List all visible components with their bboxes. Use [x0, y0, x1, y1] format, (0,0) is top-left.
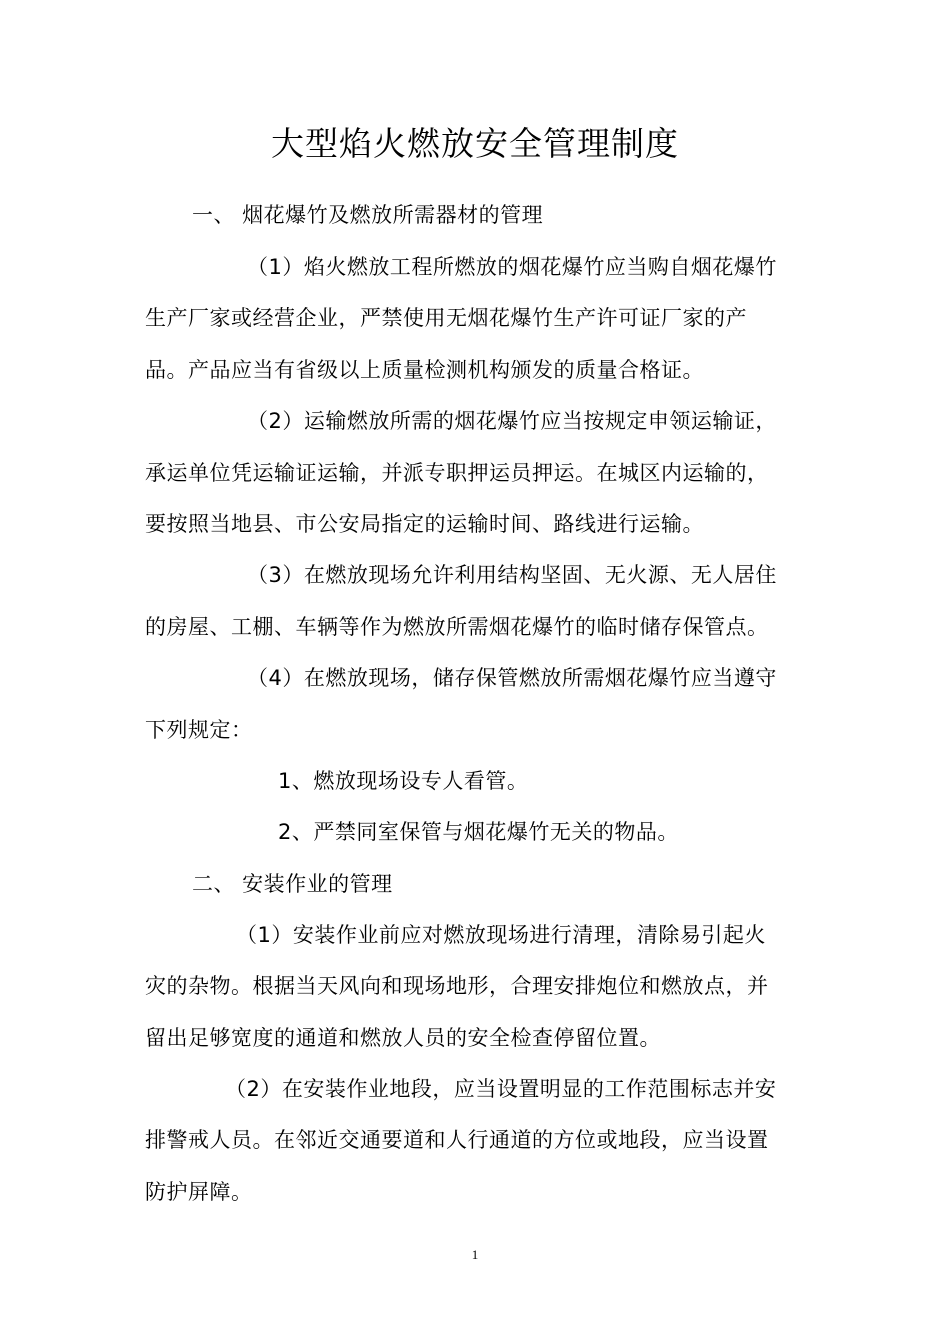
list-item: 1、燃放现场设专人看管。: [278, 769, 529, 793]
section-heading-1: 一、 烟花爆竹及燃放所需器材的管理: [192, 203, 544, 227]
paragraph-line: 要按照当地县、市公安局指定的运输时间、路线进行运输。: [145, 512, 704, 536]
paragraph-line: 灾的杂物。根据当天风向和现场地形，合理安排炮位和燃放点，并: [145, 974, 769, 998]
paragraph-line: 留出足够宽度的通道和燃放人员的安全检查停留位置。: [145, 1026, 661, 1050]
paragraph-line: （3）在燃放现场允许利用结构坚固、无火源、无人居住: [247, 563, 777, 587]
paragraph-line: 品。产品应当有省级以上质量检测机构颁发的质量合格证。: [145, 358, 704, 382]
paragraph-line: 防护屏障。: [145, 1180, 253, 1204]
paragraph-line: 生产厂家或经营企业，严禁使用无烟花爆竹生产许可证厂家的产: [145, 306, 747, 330]
document-title: 大型焰火燃放安全管理制度: [271, 124, 679, 163]
paragraph-line: （1）焰火燃放工程所燃放的烟花爆竹应当购自烟花爆竹: [247, 255, 777, 279]
paragraph-line: （2）在安装作业地段，应当设置明显的工作范围标志并安: [225, 1077, 777, 1101]
paragraph-line: 的房屋、工棚、车辆等作为燃放所需烟花爆竹的临时储存保管点。: [145, 615, 769, 639]
paragraph-line: 下列规定：: [145, 718, 253, 742]
paragraph-line: （1）安装作业前应对燃放现场进行清理，清除易引起火: [236, 923, 766, 947]
section-heading-2: 二、 安装作业的管理: [192, 872, 393, 896]
paragraph-line: （2）运输燃放所需的烟花爆竹应当按规定申领运输证，: [247, 409, 777, 433]
paragraph-line: （4）在燃放现场，储存保管燃放所需烟花爆竹应当遵守: [247, 666, 777, 690]
paragraph-line: 承运单位凭运输证运输，并派专职押运员押运。在城区内运输的，: [145, 461, 769, 485]
paragraph-line: 排警戒人员。在邻近交通要道和人行通道的方位或地段，应当设置: [145, 1128, 769, 1152]
page-number: 1: [471, 1247, 479, 1262]
list-item: 2、严禁同室保管与烟花爆竹无关的物品。: [278, 820, 679, 844]
